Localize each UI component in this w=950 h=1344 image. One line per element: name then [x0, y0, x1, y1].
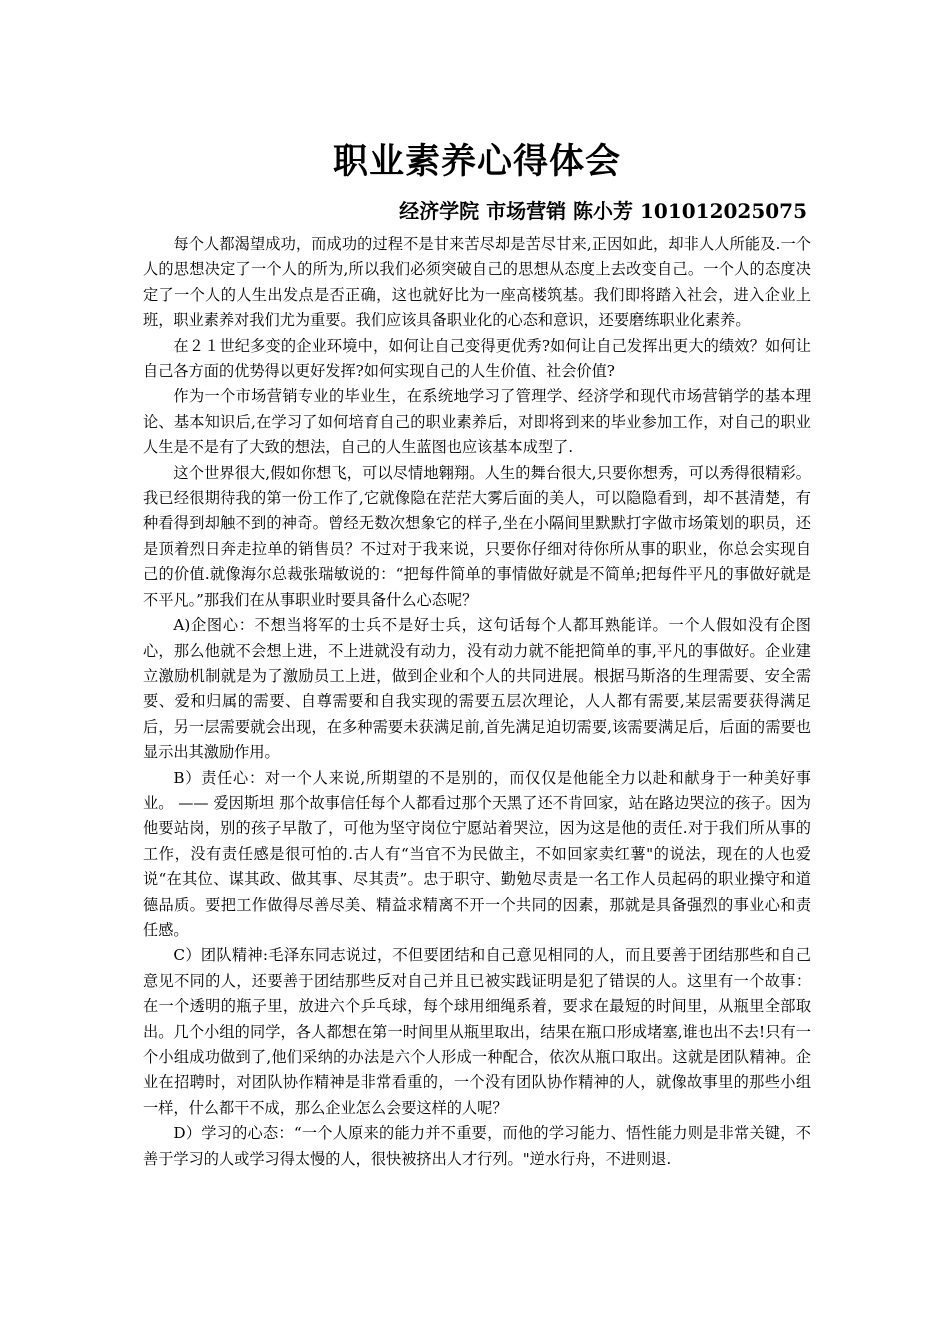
paragraph-ambition: A)企图心：不想当将军的士兵不是好士兵，这句话每个人都耳熟能详。一个人假如没有企图心，那么他就不会想上进，不上进就没有动力，没有动力就不能把简单的事,平凡的事做好。企业建立激励机制就是为了激励员工上进，做到企业和个人的共同进展。根据马斯洛的生理需要、安全需要、爱和归属的需要、自尊需要和自我实现的需要五层次理论，人人都有需要,某层需要获得满足后，另一层需要就会出现，在多种需要未获满足前,首先满足迫切需要,该需要满足后，后面的需要也显示出其激励作用。	[143, 616, 811, 762]
document-title: 职业素养心得体会	[332, 141, 621, 182]
document-page	[143, 118, 811, 1172]
paragraph-intro: 每个人都渴望成功，而成功的过程不是甘来苦尽却是苦尽甘来,正因如此，却非人人所能及.一个人的思想决定了一个人的所为,所以我们必须突破自己的思想从态度上去改变自己。一个人的态度决定了一个人的人生出发点是否正确，这也就好比为一座高楼筑基。我们即将踏入社会，进入企业上班，职业素养对我们尤为重要。我们应该具备职业化的心态和意识，还要磨练职业化素养。	[143, 235, 811, 330]
author-byline: 经济学院 市场营销 陈小芳 101012025075	[399, 199, 807, 223]
paragraph-world: 这个世界很大,假如你想飞，可以尽情地翱翔。人生的舞台很大,只要你想秀，可以秀得很精彩。我已经很期待我的第一份工作了,它就像隐在茫茫大雾后面的美人，可以隐隐看到，却不甚清楚，有种看得到却触不到的神奇。曾经无数次想象它的样子,坐在小隔间里默默打字做市场策划的职员，还是顶着烈日奔走拉单的销售员？不过对于我来说，只要你仔细对待你所从事的职业，你总会实现自己的价值.就像海尔总裁张瑞敏说的：“把每件简单的事情做好就是不简单;把每件平凡的事做好就是不平凡。”那我们在从事职业时要具备什么心态呢？	[143, 463, 811, 609]
paragraph-graduate: 作为一个市场营销专业的毕业生，在系统地学习了管理学、经济学和现代市场营销学的基本理论、基本知识后,在学习了如何培育自己的职业素养后，对即将到来的毕业参加工作，对自己的职业人生是不是有了大致的想法，自己的人生蓝图也应该基本成型了.	[143, 387, 811, 457]
paragraph-responsibility: B）责任心：对一个人来说,所期望的不是别的，而仅仅是他能全力以赴和献身于一种美好事业。 —— 爱因斯坦 那个故事信任每个人都看过那个天黑了还不肯回家，站在路边哭泣的孩子。因为他要站岗，别的孩子早散了，可他为坚守岗位宁愿站着哭泣，因为这是他的责任.对于我们所从事的工作，没有责任感是很可怕的.古人有“当官不为民做主，不如回家卖红薯"的说法，现在的人也爱说“在其位、谋其政、做其事、尽其责”。忠于职守、勤勉尽责是一名工作人员起码的职业操守和道德品质。要把工作做得尽善尽美、精益求精离不开一个共同的因素，那就是具备强烈的事业心和责任感。	[143, 768, 811, 939]
paragraph-questions: 在２１世纪多变的企业环境中，如何让自己变得更优秀?如何让自己发挥出更大的绩效？如何让自己各方面的优势得以更好发挥?如何实现自己的人生价值、社会价值?	[143, 336, 811, 381]
paragraph-teamwork: C）团队精神:毛泽东同志说过，不但要团结和自己意见相同的人，而且要善于团结那些和自己意见不同的人，还要善于团结那些反对自己并且已被实践证明是犯了错误的人。这里有一个故事：在一个透明的瓶子里，放进六个乒乓球，每个球用细绳系着，要求在最短的时间里，从瓶里全部取出。几个小组的同学，各人都想在第一时间里从瓶里取出，结果在瓶口形成堵塞,谁也出不去!只有一个小组成功做到了,他们采纳的办法是六个人形成一种配合，依次从瓶口取出。这就是团队精神。企业在招聘时，对团队协作精神是非常看重的，一个没有团队协作精神的人，就像故事里的那些小组一样，什么都干不成，那么企业怎么会要这样的人呢？	[143, 946, 811, 1117]
paragraph-learning: D）学习的心态：“一个人原来的能力并不重要，而他的学习能力、悟性能力则是非常关键，不善于学习的人或学习得太慢的人，很快被挤出人才行列。"逆水行舟，不进则退.	[143, 1124, 811, 1168]
